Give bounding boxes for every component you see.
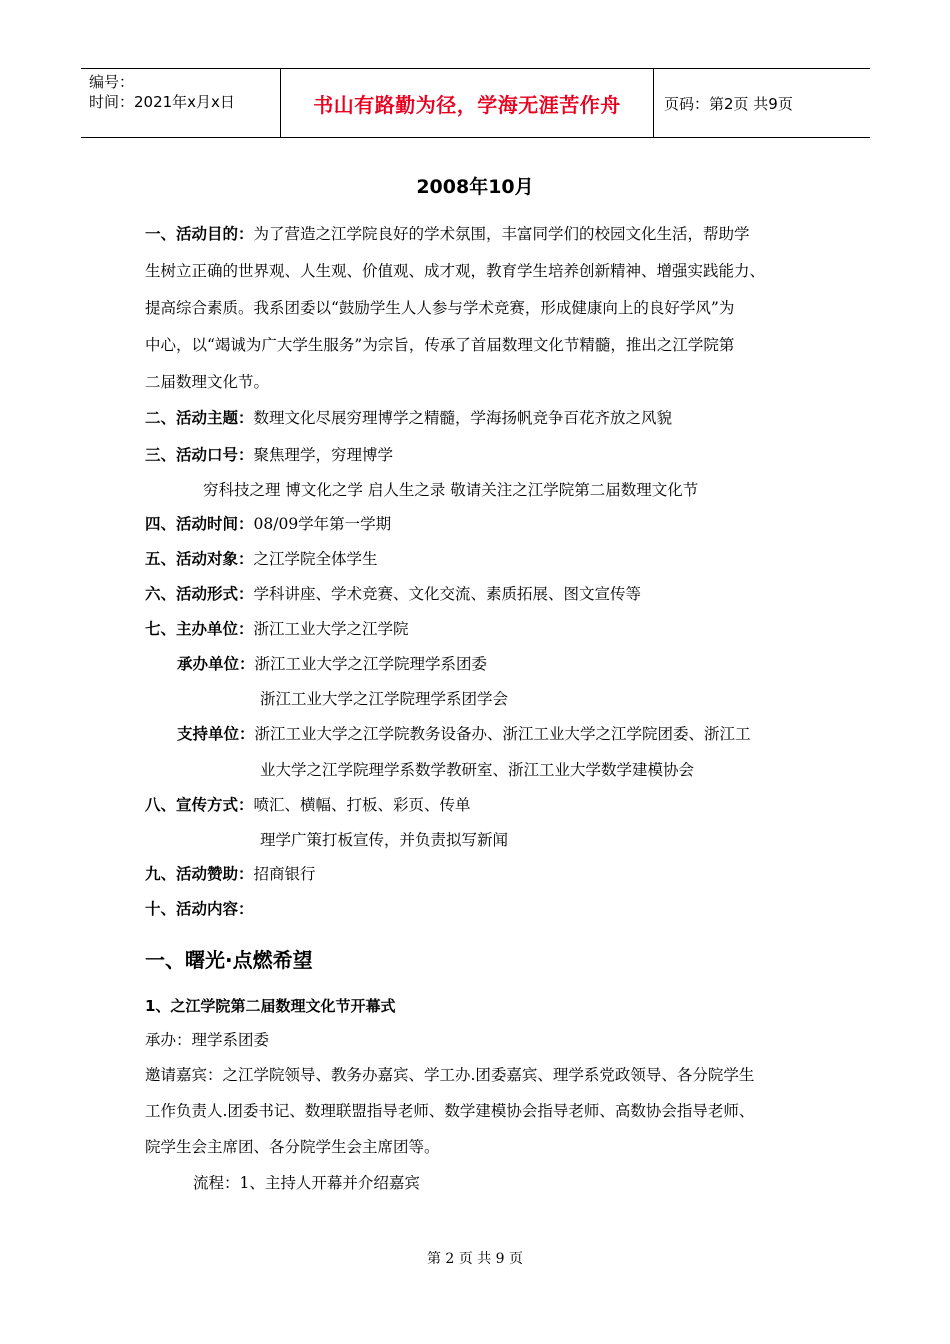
number-label: 编号： (89, 73, 135, 91)
target-line (145, 549, 378, 569)
undertake-line: 承办：理学系团委 (145, 1031, 270, 1049)
publicity-text-1: 喷汇、横幅、打板、彩页、传单 (253, 796, 471, 814)
slogan-line-2: 穷科技之理 博文化之学 启人生之录 敬请关注之江学院第二届数理文化节 (203, 481, 699, 499)
theme-line (145, 408, 672, 428)
page-info: 页码：第2页 共9页 (664, 94, 793, 113)
guests-line-1: 邀请嘉宾：之江学院领导、教务办嘉宾、学工办.团委嘉宾、理学系党政领导、各分院学生 (145, 1066, 755, 1084)
guests-line-2: 工作负责人.团委书记、数理联盟指导老师、数学建模协会指导老师、高数协会指导老师、 (145, 1102, 755, 1120)
doc-title: 2008年10月 (416, 176, 534, 198)
content-label: 十、活动内容： (145, 900, 254, 918)
support-line-1 (177, 724, 751, 744)
purpose-line-2: 生树立正确的世界观、人生观、价值观、成才观，教育学生培养创新精神、增强实践能力、 (145, 262, 766, 280)
form-label: 六、活动形式： (145, 585, 254, 603)
target-text: 之江学院全体学生 (253, 550, 378, 568)
sponsor-line (145, 864, 316, 884)
time-label: 时间：2021年x月x日 (89, 93, 235, 111)
organizer-line-2: 浙江工业大学之江学院理学系团学会 (260, 690, 509, 708)
form-text: 学科讲座、学术竞赛、文化交流、素质拓展、图文宣传等 (253, 585, 642, 603)
page-footer: 第 2 页 共 9 页 (426, 1251, 524, 1267)
subsection-title: 1、之江学院第二届数理文化节开幕式 (145, 997, 396, 1015)
slogan-label: 三、活动口号： (145, 446, 254, 464)
time-label-text: 四、活动时间： (145, 515, 254, 533)
purpose-line-1 (145, 224, 750, 244)
time-line (145, 514, 391, 534)
organizer-text-1: 浙江工业大学之江学院理学系团委 (254, 655, 488, 673)
host-label: 七、主办单位： (145, 620, 254, 638)
purpose-line-5: 二届数理文化节。 (145, 373, 270, 391)
host-line (145, 619, 409, 639)
theme-label: 二、活动主题： (145, 409, 254, 427)
slogan-text: 聚焦理学，穷理博学 (253, 446, 394, 464)
purpose-line-4: 中心，以“竭诚为广大学生服务”为宗旨，传承了首届数理文化节精髓，推出之江学院第 (145, 336, 735, 354)
publicity-line-2: 理学广策打板宣传，并负责拟写新闻 (260, 831, 509, 849)
motto: 书山有路勤为径，学海无涯苦作舟 (281, 69, 654, 137)
purpose-text-1: 为了营造之江学院良好的学术氛围，丰富同学们的校园文化生活，帮助学 (253, 225, 750, 243)
purpose-line-3: 提高综合素质。我系团委以“鼓励学生人人参与学术竞赛，形成健康向上的良好学风”为 (145, 299, 735, 317)
organizer-line-1 (177, 654, 487, 674)
organizer-label: 承办单位： (177, 655, 255, 673)
slogan-line (145, 445, 393, 465)
guests-line-3: 院学生会主席团、各分院学生会主席团等。 (145, 1138, 440, 1156)
target-label: 五、活动对象： (145, 550, 254, 568)
content-line (145, 899, 254, 919)
header-table (81, 68, 870, 138)
support-text-1: 浙江工业大学之江学院教务设备办、浙江工业大学之江学院团委、浙江工 (254, 725, 751, 743)
theme-text: 数理文化尽展穷理博学之精髓，学海扬帆竞争百花齐放之风貌 (253, 409, 673, 427)
host-text: 浙江工业大学之江学院 (253, 620, 409, 638)
form-line (145, 584, 641, 604)
time-text: 08/09学年第一学期 (253, 515, 392, 533)
support-line-2: 业大学之江学院理学系数学教研室、浙江工业大学数学建模协会 (260, 761, 695, 779)
publicity-line-1 (145, 795, 471, 815)
sponsor-label: 九、活动赞助： (145, 865, 254, 883)
publicity-label: 八、宣传方式： (145, 796, 254, 814)
sponsor-text: 招商银行 (253, 865, 316, 883)
purpose-label: 一、活动目的： (145, 225, 254, 243)
section-title: 一、曙光·点燃希望 (145, 948, 313, 972)
flow-line: 流程：1、主持人开幕并介绍嘉宾 (193, 1174, 420, 1192)
header-meta-cell (81, 69, 281, 137)
support-label: 支持单位： (177, 725, 255, 743)
